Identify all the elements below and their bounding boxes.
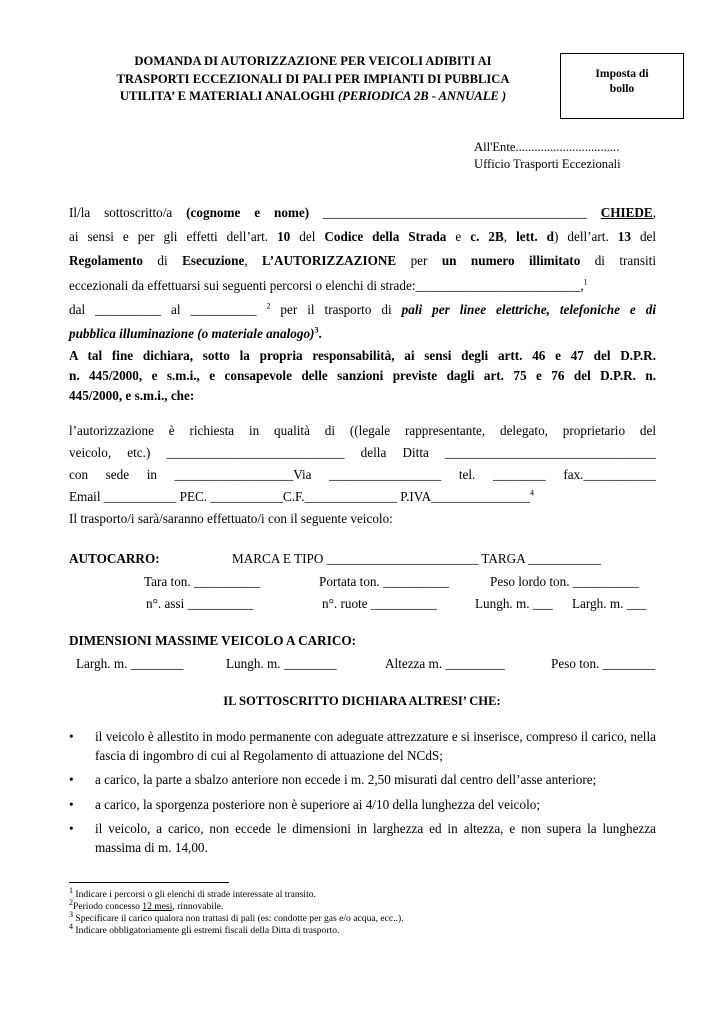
also-declares-heading: IL SOTTOSCRITTO DICHIARA ALTRESI’ CHE: xyxy=(223,694,501,708)
recipient-block xyxy=(474,139,621,173)
title-line-1: DOMANDA DI AUTORIZZAZIONE PER VEICOLI ADIBITI AI xyxy=(134,54,492,68)
bullet: • xyxy=(69,821,74,836)
list-item xyxy=(69,770,656,789)
text: , xyxy=(244,253,248,269)
loaded-width-field[interactable]: Largh. m. ________ xyxy=(76,656,184,671)
declaration-line-3: 445/2000, e s.m.i., che: xyxy=(69,388,195,403)
text-bold-italic: pali per linee elettriche, telefoniche e di xyxy=(401,301,657,317)
details-vehicle-intro: Il trasporto/i sarà/saranno effettuato/i con il seguente veicolo: xyxy=(69,511,393,526)
footnote-text: Periodo concesso xyxy=(73,901,140,912)
stamp-duty-box xyxy=(560,53,684,119)
bullet: • xyxy=(69,772,74,787)
details-contacts-line[interactable] xyxy=(69,486,656,508)
list-item-text: il veicolo, a carico, non eccede le dimensioni in larghezza ed in altezza, e non supera la lunghezza massima di m. 14,00. xyxy=(95,821,656,855)
footnote-4 xyxy=(69,921,340,937)
vehicle-label xyxy=(69,551,160,567)
details-address-line[interactable]: con sede in __________________Via _________________ tel. ________ fax.___________ xyxy=(69,467,656,482)
footnote-number: 4 xyxy=(69,921,73,931)
loaded-length-field[interactable]: Lungh. m. ________ xyxy=(226,656,337,671)
recipient-entity: All'Ente................................. xyxy=(474,140,620,154)
request-paragraph xyxy=(69,201,656,346)
wheels-field[interactable]: n°. ruote __________ xyxy=(322,596,437,611)
declaration-paragraph xyxy=(69,346,656,406)
stamp-label-2: bollo xyxy=(609,82,635,95)
text: Il/la sottoscritto/a xyxy=(69,205,173,220)
request-line-5 xyxy=(69,298,656,322)
footnote-1 xyxy=(69,885,316,901)
text-bold-italic: pubblica illuminazione (o materiale analogo) xyxy=(69,326,315,342)
text: e xyxy=(455,229,462,245)
text: del xyxy=(639,229,657,245)
vehicle-make-plate-field[interactable]: MARCA E TIPO _______________________ TARGA ___________ xyxy=(232,551,601,566)
list-item-text: il veicolo è allestito in modo permanente con adeguate attrezzature e si inserisce, compreso il carico, nella fascia di ingombro di cui al Regolamento di attuazione del NCdS; xyxy=(95,729,656,763)
tare-weight-field[interactable]: Tara ton. __________ xyxy=(144,574,260,589)
bullet: • xyxy=(69,797,74,812)
contacts-blanks[interactable]: Email ___________ PEC. ___________C.F.______________ P.IVA_______________ xyxy=(69,489,531,504)
loaded-weight-field[interactable]: Peso ton. ________ xyxy=(551,656,656,671)
vehicle-length-field[interactable]: Lungh. m. ___ xyxy=(475,596,553,611)
text: per xyxy=(410,253,428,269)
name-blank[interactable]: ________________________________________ xyxy=(323,205,587,220)
footnote-divider xyxy=(69,882,229,883)
request-line-2 xyxy=(69,225,656,249)
text: ) dell’art. xyxy=(554,229,609,245)
declaration-line-1: A tal fine dichiara, sotto la propria responsabilità, ai sensi degli artt. 46 e 47 del D.P.R. xyxy=(69,348,656,363)
period-blank[interactable]: dal __________ al __________ xyxy=(69,301,257,317)
dimensions-label xyxy=(69,633,356,649)
list-item-text: a carico, la parte a sbalzo anteriore non eccede i m. 2,50 misurati dal centro dell’asse anteriore; xyxy=(95,772,597,787)
text-bold: Esecuzione xyxy=(182,253,245,269)
bullet: • xyxy=(69,729,74,744)
footnote-ref: 3 xyxy=(314,325,319,335)
details-company-line[interactable]: veicolo, etc.) ___________________________ della Ditta ________________________________ xyxy=(69,445,656,460)
loaded-height-field[interactable]: Altezza m. _________ xyxy=(385,656,505,671)
list-item xyxy=(69,727,656,765)
footnote-ref: 2 xyxy=(266,301,271,311)
text-bold: DIMENSIONI MASSIME VEICOLO A CARICO: xyxy=(69,633,356,648)
list-item-text: a carico, la sporgenza posteriore non è superiore ai 4/10 della lunghezza del veicolo; xyxy=(95,797,541,812)
title-line-3-period: (PERIODICA 2B - ANNUALE ) xyxy=(337,89,507,103)
axles-field[interactable]: n°. assi __________ xyxy=(146,596,254,611)
text-bold: 10 xyxy=(277,229,291,245)
chiede-keyword: CHIEDE xyxy=(600,205,653,220)
text: di transiti xyxy=(594,253,656,269)
declaration-line-2: n. 445/2000, e s.m.i., e consapevole delle sanzioni previste dagli art. 75 e 76 del D.P.R. n. xyxy=(69,368,656,383)
text: , xyxy=(652,205,657,220)
footnote-number: 2 xyxy=(69,897,73,907)
footnote-2 xyxy=(69,897,224,913)
text-bold: L’AUTORIZZAZIONE xyxy=(262,253,397,269)
form-title xyxy=(68,53,558,106)
footnote-text: , rinnovabile. xyxy=(172,901,224,912)
title-line-3 xyxy=(68,88,558,106)
footnote-ref: 4 xyxy=(530,488,535,498)
route-blank[interactable]: eccezionali da effettuarsi sui seguenti percorsi o elenchi di strade:_________________________, xyxy=(69,277,584,293)
text-bold: c. 2B xyxy=(470,229,504,245)
text: ai sensi e per gli effetti dell’art. xyxy=(69,229,269,245)
recipient-office: Ufficio Trasporti Eccezionali xyxy=(474,157,621,171)
footnote-text-underlined: 12 mesi xyxy=(142,901,173,912)
capacity-field[interactable]: Portata ton. __________ xyxy=(319,574,450,589)
text: per il trasporto di xyxy=(280,301,392,317)
list-item xyxy=(69,819,656,857)
footnote-ref: 1 xyxy=(583,277,588,287)
details-role-line: l’autorizzazione è richiesta in qualità di ((legale rappresentante, delegato, proprietario del xyxy=(69,423,656,438)
vehicle-width-field[interactable]: Largh. m. ___ xyxy=(572,596,647,611)
text: del xyxy=(299,229,316,245)
footnote-text: Specificare il carico qualora non trattasi di pali (es: condotte per gas e/o acqua, ecc..). xyxy=(75,913,404,924)
details-paragraph xyxy=(69,420,656,530)
list-item xyxy=(69,795,656,814)
text: . xyxy=(318,326,322,342)
text-bold: un numero illimitato xyxy=(441,253,581,269)
footnote-number: 3 xyxy=(69,909,73,919)
request-line-6 xyxy=(69,322,656,346)
text-bold: AUTOCARRO: xyxy=(69,551,160,566)
title-line-2: TRASPORTI ECCEZIONALI DI PALI PER IMPIANTI DI PUBBLICA xyxy=(116,71,510,86)
text-bold: Regolamento xyxy=(69,253,143,269)
stamp-label-1: Imposta di xyxy=(595,67,649,80)
footnote-number: 1 xyxy=(69,885,73,895)
request-line-4 xyxy=(69,274,656,298)
request-line-3 xyxy=(69,249,656,273)
footnote-3 xyxy=(69,909,404,925)
text-bold: 13 xyxy=(617,229,631,245)
gross-weight-field[interactable]: Peso lordo ton. __________ xyxy=(490,574,639,589)
request-line-1 xyxy=(69,201,656,225)
footnote-text: Indicare obbligatoriamente gli estremi fiscali della Ditta di trasporto. xyxy=(75,925,340,936)
footnote-text: Indicare i percorsi o gli elenchi di strade interessate al transito. xyxy=(75,889,316,900)
text-bold: Codice della Strada xyxy=(324,229,447,245)
text-bold: lett. d xyxy=(516,229,554,245)
text-bold: (cognome e nome) xyxy=(186,205,310,220)
text: di xyxy=(157,253,168,269)
title-line-3-main: UTILITA’ E MATERIALI ANALOGHI xyxy=(119,89,335,103)
text: , xyxy=(503,229,508,245)
